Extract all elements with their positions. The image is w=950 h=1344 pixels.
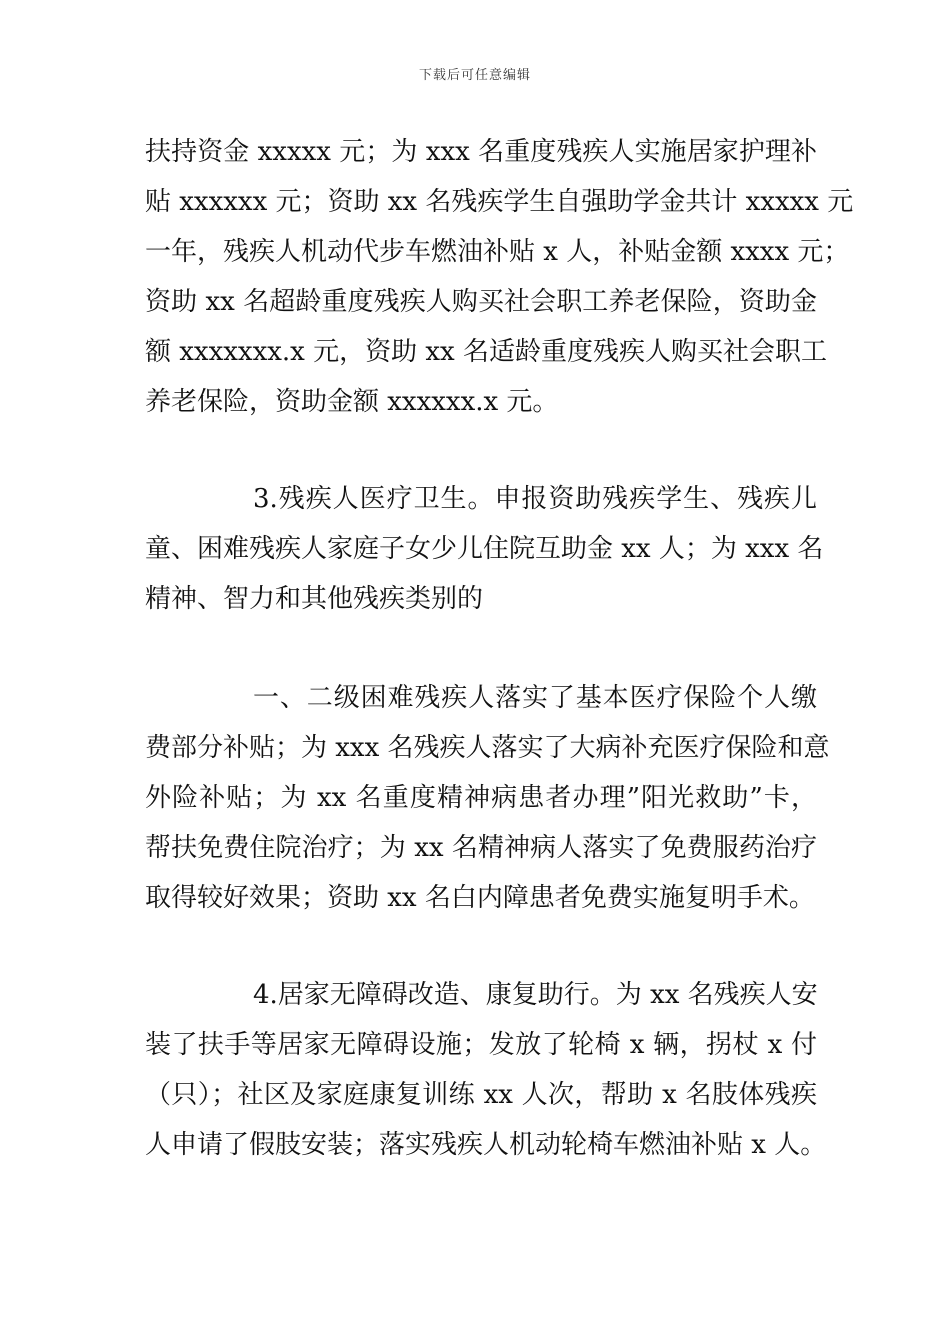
text-line: 3.残疾人医疗卫生。申报资助残疾学生、残疾儿: [253, 484, 817, 514]
text-line: 费部分补贴；为 xxx 名残疾人落实了大病补充医疗保险和意: [145, 733, 830, 763]
text-line: 养老保险，资助金额 xxxxxx.x 元。: [145, 387, 559, 417]
text-line: 4.居家无障碍改造、康复助行。为 xx 名残疾人安: [253, 980, 818, 1010]
paragraph-accessibility: [145, 970, 827, 1170]
paragraph-funding: [145, 127, 854, 427]
text-line: 贴 xxxxxx 元；资助 xx 名残疾学生自强助学金共计 xxxxx 元: [145, 187, 854, 217]
text-line: 童、困难残疾人家庭子女少儿住院互助金 xx 人；为 xxx 名: [145, 534, 824, 564]
text-line: 一年，残疾人机动代步车燃油补贴 x 人，补贴金额 xxxx 元；: [145, 237, 850, 267]
text-line: 资助 xx 名超龄重度残疾人购买社会职工养老保险，资助金: [145, 287, 817, 317]
text-line: （只）；社区及家庭康复训练 xx 人次，帮助 x 名肢体残疾: [145, 1080, 817, 1110]
text-line: 一、二级困难残疾人落实了基本医疗保险个人缴: [253, 683, 817, 713]
text-line: 外险补贴；为 xx 名重度精神病患者办理”阳光救助”卡，: [145, 783, 817, 813]
text-line: 人申请了假肢安装；落实残疾人机动轮椅车燃油补贴 x 人。: [145, 1130, 827, 1160]
text-line: 装了扶手等居家无障碍设施；发放了轮椅 x 辆，拐杖 x 付: [145, 1030, 817, 1060]
text-line: 精神、智力和其他残疾类别的: [145, 584, 484, 614]
paragraph-insurance: [145, 673, 830, 923]
paragraph-medical: [145, 474, 824, 624]
page-header: 下载后可任意编辑: [418, 68, 531, 83]
text-line: 取得较好效果；资助 xx 名白内障患者免费实施复明手术。: [145, 883, 815, 913]
text-line: 扶持资金 xxxxx 元；为 xxx 名重度残疾人实施居家护理补: [145, 137, 817, 167]
text-line: 帮扶免费住院治疗；为 xx 名精神病人落实了免费服药治疗: [145, 833, 817, 863]
text-line: 额 xxxxxxx.x 元，资助 xx 名适龄重度残疾人购买社会职工: [145, 337, 827, 367]
